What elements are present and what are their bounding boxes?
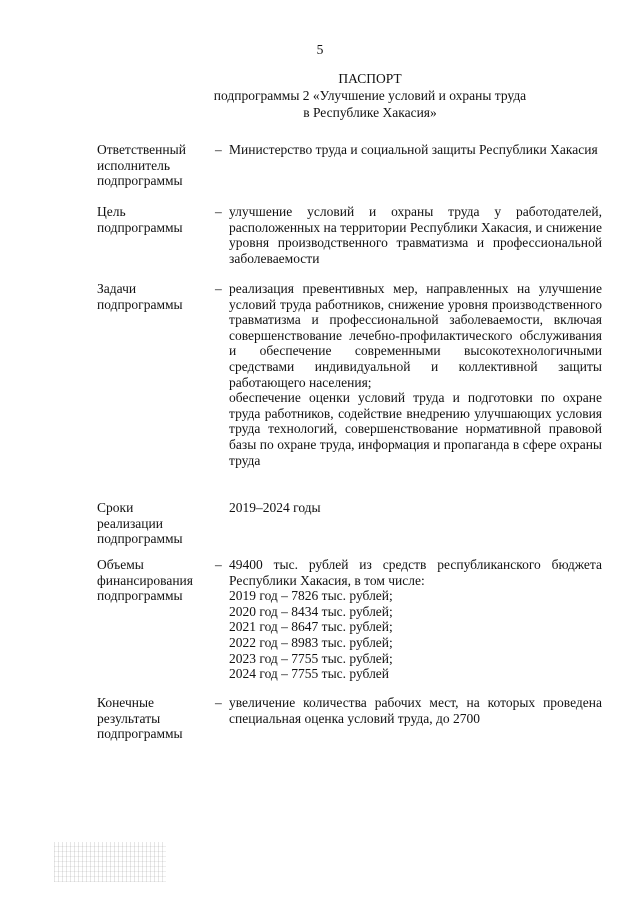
row-label: Цель подпрограммы <box>97 204 183 235</box>
row-value: реализация превентивных мер, направленных на улучшение условий труда работников, снижение уровня производственного травматизма и профессиональной заболеваемости, включая совершенствование лечебно-профилактического обслуживания и обеспечение современными высокотехнологичными средствами индивидуальной и коллективной защиты работающего населения; обеспечение оценки условий труда и подготовки по охране труда работников, содействие внедрению улучшающих условия труда технологий, совершенствование нормативной правовой базы по охране труда, информация и пропаганда в сфере охраны труда <box>229 281 602 468</box>
row-goal <box>97 204 602 281</box>
financing-year-line: 2022 год – 8983 тыс. рублей; <box>229 634 393 650</box>
row-label: Конечные результаты подпрограммы <box>97 695 183 742</box>
dash-marker: – <box>215 695 222 710</box>
document-title <box>160 70 580 121</box>
page-number: 5 <box>316 42 324 57</box>
row-label: Объемы финансирования подпрограммы <box>97 557 193 604</box>
row-value: увеличение количества рабочих мест, на которых проведена специальная оценка условий труда, до 2700 <box>229 695 602 726</box>
dash-marker: – <box>215 557 222 572</box>
row-label: Сроки реализации подпрограммы <box>97 500 183 547</box>
faded-stamp-mark <box>54 842 166 882</box>
financing-year-line: 2019 год – 7826 тыс. рублей; <box>229 588 393 604</box>
row-tasks <box>97 281 602 500</box>
row-label: Ответственный исполнитель подпрограммы <box>97 142 186 189</box>
dash-marker: – <box>215 204 222 219</box>
dash-marker: – <box>215 142 222 157</box>
row-label: Задачи подпрограммы <box>97 281 183 312</box>
financing-year-line: 2021 год – 8647 тыс. рублей; <box>229 619 393 635</box>
row-terms <box>97 500 602 557</box>
row-financing <box>97 557 602 695</box>
financing-year-line: 2024 год – 7755 тыс. рублей <box>229 666 390 682</box>
financing-year-line: 2023 год – 7755 тыс. рублей; <box>229 650 393 666</box>
row-final-results <box>97 695 602 751</box>
row-value: Министерство труда и социальной защиты Республики Хакасия <box>229 142 598 157</box>
passport-table <box>97 142 602 751</box>
row-responsible-executor <box>97 142 602 204</box>
title-subprogram-line: подпрограммы 2 «Улучшение условий и охраны труда <box>213 88 527 103</box>
title-region-line: в Республике Хакасия» <box>303 105 437 120</box>
dash-marker: – <box>215 281 222 296</box>
title-heading: ПАСПОРТ <box>338 71 402 86</box>
row-value: улучшение условий и охраны труда у работодателей, расположенных на территории Республики Хакасия, и снижение уровня производственного травматизма и профессиональной заболеваемости <box>229 204 602 266</box>
row-value: 2019–2024 годы <box>229 500 321 515</box>
row-value: 49400 тыс. рублей из средств республиканского бюджета Республики Хакасия, в том числе: 2019 год – 7826 тыс. рублей; 2020 год – 8434 тыс. рублей; 2021 год – 8647 тыс. рублей; 2022 год – 8983 тыс. рублей; 2023 год – 7755 тыс. рублей; 2024 год – 7755 тыс. рублей <box>229 557 602 682</box>
financing-year-line: 2020 год – 8434 тыс. рублей; <box>229 603 393 619</box>
